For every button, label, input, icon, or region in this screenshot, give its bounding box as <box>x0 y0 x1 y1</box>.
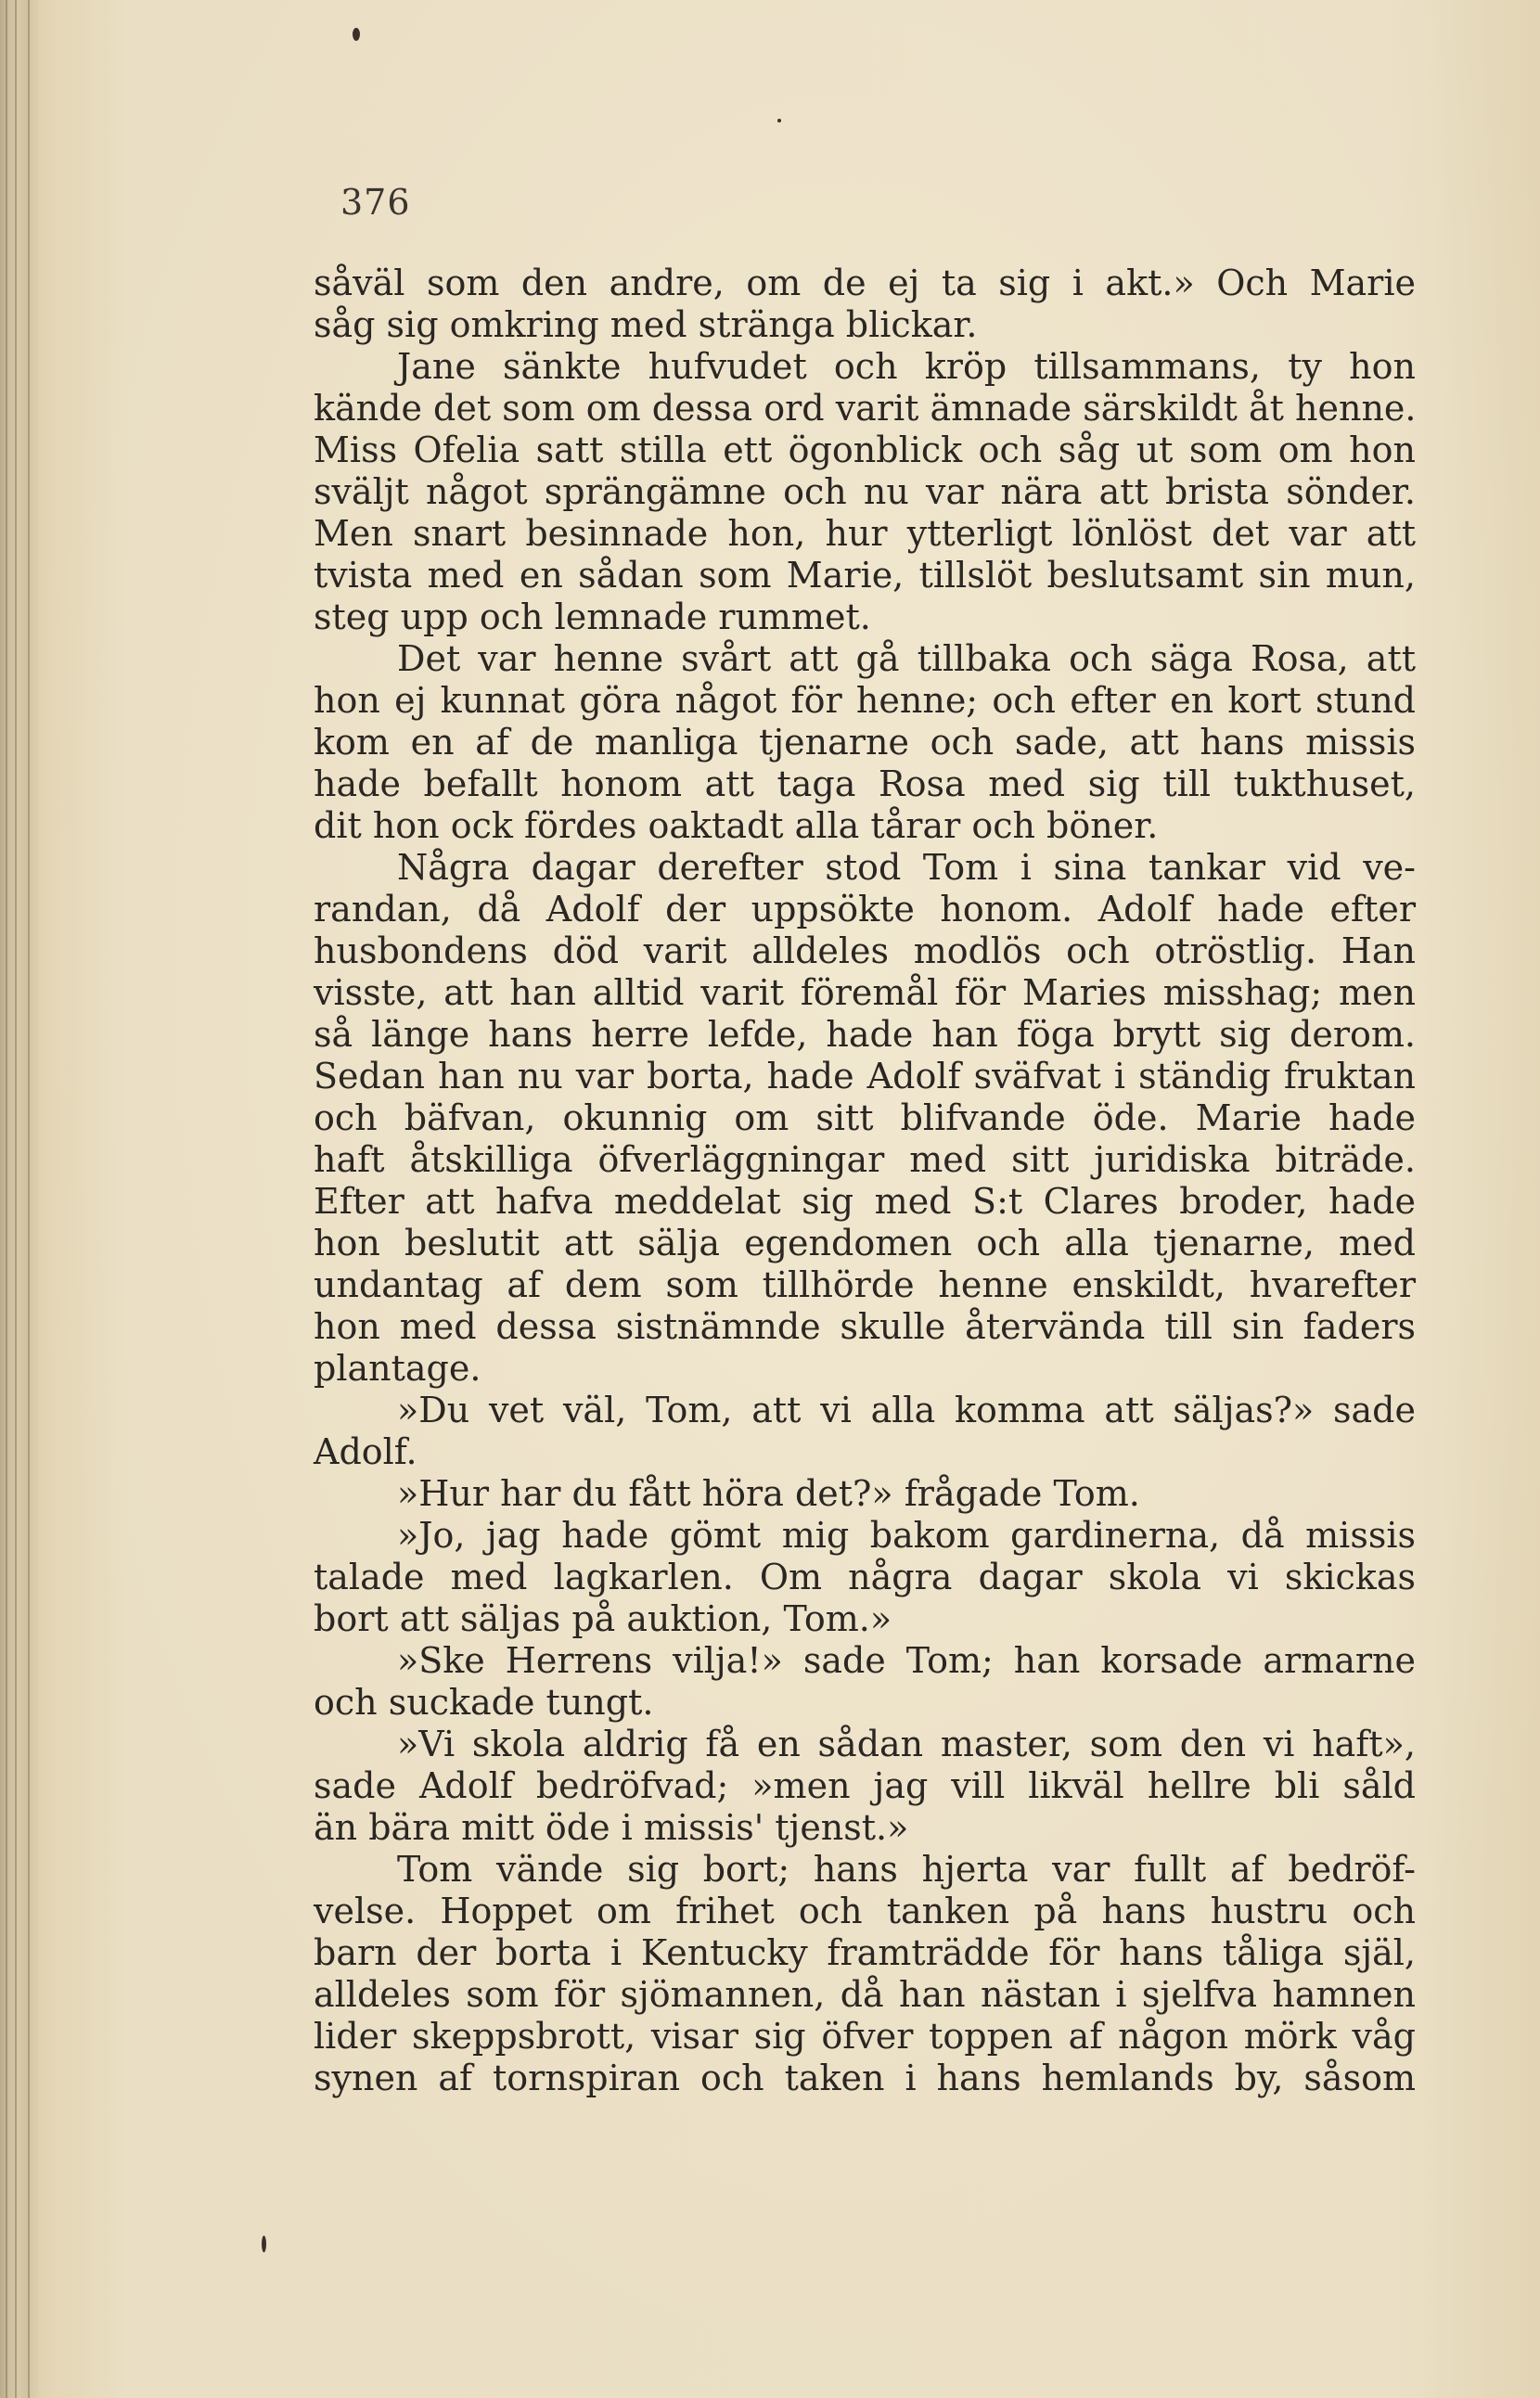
ink-speck <box>353 28 360 41</box>
text-line: Miss Ofelia satt stilla ett ögonblick och såg ut som om hon <box>314 430 1416 470</box>
page-binding-edge <box>0 0 39 2398</box>
binding-line <box>15 0 17 2398</box>
binding-line <box>28 0 30 2398</box>
text-line: Tom vände sig bort; hans hjerta var fullt af bedröf- <box>397 1849 1416 1890</box>
text-line: »Ske Herrens vilja!» sade Tom; han korsade armarne <box>397 1640 1416 1681</box>
text-line: velse. Hoppet om frihet och tanken på hans hustru och <box>314 1891 1416 1931</box>
text-line: Sedan han nu var borta, hade Adolf sväfvat i ständig fruktan <box>314 1056 1416 1096</box>
text-line: kände det som om dessa ord varit ämnade särskildt åt henne. <box>314 388 1417 429</box>
text-line: Efter att hafva meddelat sig med S:t Clares broder, hade <box>314 1181 1416 1222</box>
text-line: dit hon ock fördes oaktadt alla tårar och böner. <box>314 805 1159 846</box>
text-line: husbondens död varit alldeles modlös och otröstlig. Han <box>314 930 1416 971</box>
ink-speck <box>777 119 781 122</box>
text-line: sade Adolf bedröfvad; »men jag vill likväl hellre bli såld <box>314 1765 1416 1806</box>
text-line: undantag af dem som tillhörde henne enskildt, hvarefter <box>314 1264 1416 1305</box>
text-line: »Vi skola aldrig få en sådan master, som den vi haft», <box>397 1724 1416 1764</box>
text-line: synen af tornspiran och taken i hans hemlands by, såsom <box>314 2058 1416 2098</box>
text-line: haft åtskilliga öfverläggningar med sitt juridiska biträde. <box>314 1139 1416 1180</box>
text-line: hade befallt honom att taga Rosa med sig till tukthuset, <box>314 763 1416 804</box>
text-line: »Du vet väl, Tom, att vi alla komma att säljas?» sade <box>397 1390 1416 1430</box>
text-line: sväljt något sprängämne och nu var nära att brista sönder. <box>314 471 1416 512</box>
text-line: randan, då Adolf der uppsökte honom. Adolf hade efter <box>314 889 1416 930</box>
text-line: så länge hans herre lefde, hade han föga brytt sig derom. <box>314 1014 1416 1055</box>
text-line: än bära mitt öde i missis' tjenst.» <box>314 1807 909 1848</box>
text-line: steg upp och lemnade rummet. <box>314 596 871 637</box>
page-number: 376 <box>340 182 411 223</box>
text-line: Det var henne svårt att gå tillbaka och säga Rosa, att <box>397 638 1416 679</box>
text-line: »Jo, jag hade gömt mig bakom gardinerna, då missis <box>397 1515 1416 1556</box>
text-line: alldeles som för sjömannen, då han nästan i sjelfva hamnen <box>314 1974 1416 2015</box>
ink-speck <box>262 2236 266 2252</box>
text-line: lider skeppsbrott, visar sig öfver toppen af någon mörk våg <box>314 2016 1416 2057</box>
text-line: »Hur har du fått höra det?» frågade Tom. <box>397 1473 1140 1514</box>
text-line: hon ej kunnat göra något för henne; och efter en kort stund <box>314 680 1416 721</box>
binding-line <box>6 0 7 2398</box>
text-line: och suckade tungt. <box>314 1682 654 1723</box>
text-line: hon beslutit att sälja egendomen och alla tjenarne, med <box>314 1223 1416 1263</box>
text-line: plantage. <box>314 1348 481 1389</box>
text-line: bort att säljas på auktion, Tom.» <box>314 1598 892 1639</box>
text-line: Jane sänkte hufvudet och kröp tillsammans, ty hon <box>397 346 1416 387</box>
body-text <box>314 263 1416 2099</box>
text-line: Men snart besinnade hon, hur ytterligt lönlöst det var att <box>314 513 1416 554</box>
text-line: tvista med en sådan som Marie, tillslöt beslutsamt sin mun, <box>314 555 1416 596</box>
text-line: hon med dessa sistnämnde skulle återvända till sin faders <box>314 1306 1416 1347</box>
text-line: såväl som den andre, om de ej ta sig i akt.» Och Marie <box>314 263 1416 303</box>
text-line: visste, att han alltid varit föremål för Maries misshag; men <box>314 972 1416 1013</box>
text-line: barn der borta i Kentucky framträdde för hans tåliga själ, <box>314 1932 1416 1973</box>
text-line: såg sig omkring med stränga blickar. <box>314 304 978 345</box>
text-line: och bäfvan, okunnig om sitt blifvande öde. Marie hade <box>314 1097 1416 1138</box>
text-line: kom en af de manliga tjenarne och sade, att hans missis <box>314 722 1416 763</box>
text-line: Adolf. <box>314 1431 417 1472</box>
text-line: Några dagar derefter stod Tom i sina tankar vid ve- <box>397 847 1416 888</box>
text-line: talade med lagkarlen. Om några dagar skola vi skickas <box>314 1557 1416 1597</box>
